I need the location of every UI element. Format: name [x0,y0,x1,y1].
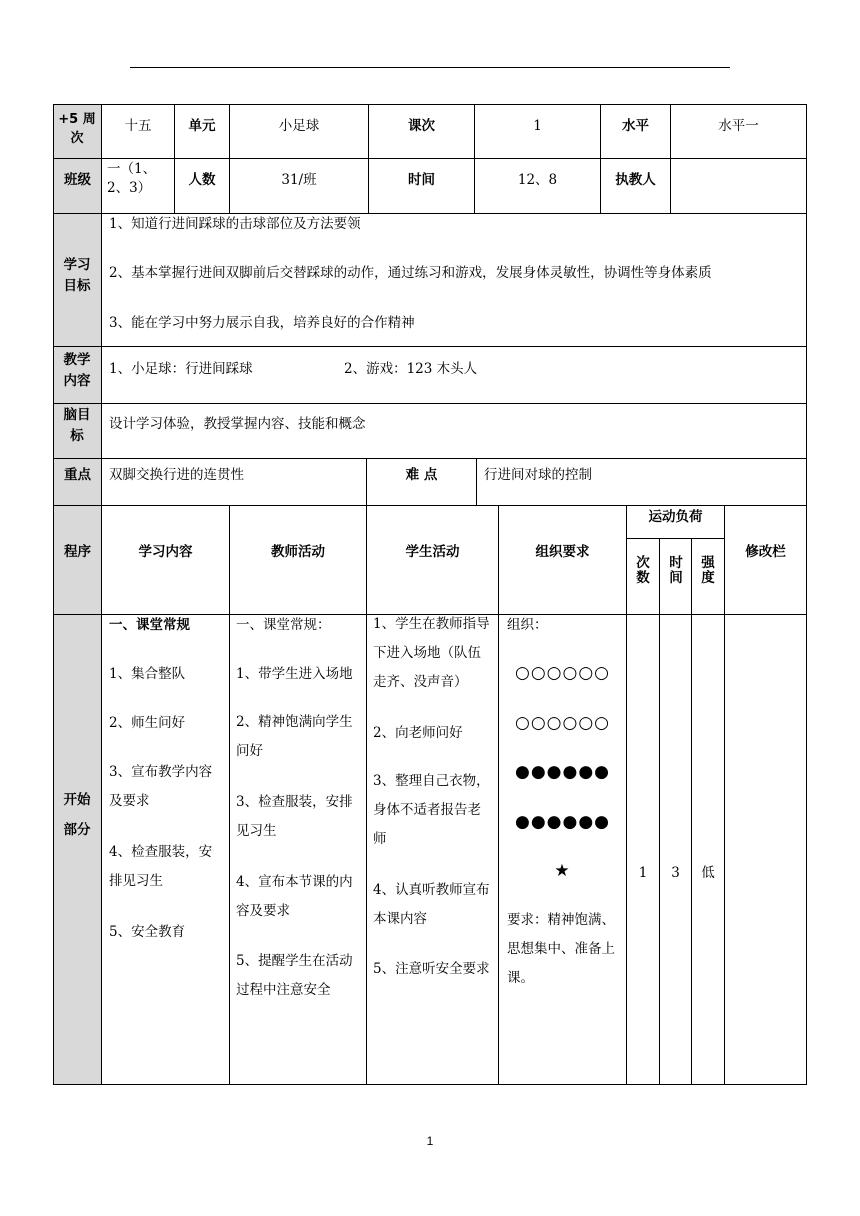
teacher-item-3: 3、检查服装，安排见习生 [236,794,353,839]
formation-row-1: ○○○○○○ [514,663,610,683]
th-learning-content: 学习内容 [138,544,193,560]
count-label: 人数 [188,172,216,188]
th-organization: 组织要求 [535,544,590,560]
th-student-activity: 学生活动 [405,544,460,560]
student-item-4: 5、注意听安全要求 [373,961,490,977]
goal-2: 2、基本掌握行进间双脚前后交替踩球的动作，通过练习和游戏，发展身体灵敏性，协调性等身体素质 [109,265,712,281]
org-label: 组织： [507,617,548,633]
formation-row-3: ●●●●●● [514,762,610,782]
learning-item-5: 5、安全教育 [109,924,186,940]
teacher-item-2: 2、精神饱满向学生问好 [236,714,353,759]
unit-label: 单元 [188,118,216,134]
time-label: 时间 [408,172,435,188]
focus-label: 重点 [64,467,91,483]
student-item-2: 3、整理自己衣物，身体不适者报告老师 [373,773,490,847]
th-count: 次数 [636,555,650,586]
formation-row-2: ○○○○○○ [514,713,610,733]
difficulty-label: 难 点 [405,467,438,483]
brain-label: 脑目标 [63,407,91,444]
th-intensity: 强度 [701,555,715,586]
th-time: 时间 [669,555,683,586]
week-value: 十五 [124,118,152,134]
teacher-label: 执教人 [615,172,656,188]
th-teacher-activity: 教师活动 [271,544,325,560]
count-value: 31/班 [281,172,317,188]
teacher-star-icon: ★ [554,861,571,881]
content-label: 教学内容 [63,352,91,389]
week-label: +5 周次 [58,112,96,146]
student-item-1: 2、向老师问好 [373,725,463,741]
focus-text: 双脚交换行进的连贯性 [109,467,244,483]
load-time: 3 [671,865,680,881]
teacher-item-0: 一、课堂常规： [236,617,331,633]
unit-value: 小足球 [278,118,320,134]
content-item-1: 1、小足球：行进间踩球 [109,361,253,377]
header-rule [130,67,730,68]
teacher-item-1: 1、带学生进入场地 [236,666,353,682]
lesson-label: 课次 [408,118,435,134]
goal-1: 1、知道行进间踩球的击球部位及方法要领 [109,216,361,232]
level-label: 水平 [622,118,649,134]
goals-label: 学习目标 [63,257,91,294]
th-revision: 修改栏 [745,544,786,560]
student-item-0: 1、学生在教师指导下进入场地（队伍走齐、没声音） [373,616,490,690]
brain-text: 设计学习体验，教授掌握内容、技能和概念 [109,416,366,432]
class-label: 班级 [64,172,91,188]
org-requirement: 要求：精神饱满、思想集中、准备上课。 [507,912,615,986]
load-count: 1 [638,865,648,881]
student-item-3: 4、认真听教师宣布本课内容 [373,882,490,927]
teacher-item-4: 4、宣布本节课的内容及要求 [236,874,353,919]
learning-item-0: 一、课堂常规 [109,617,190,633]
learning-item-2: 2、师生问好 [109,715,186,731]
goal-3: 3、能在学习中努力展示自我，培养良好的合作精神 [109,315,415,331]
load-intensity: 低 [701,865,715,881]
lesson-value: 1 [533,118,542,134]
learning-item-1: 1、集合整队 [109,666,186,682]
content-item-2: 2、游戏：123 木头人 [344,361,478,377]
section-label: 开始部分 [63,792,91,838]
formation-row-4: ●●●●●● [514,812,610,832]
time-value: 12、8 [517,172,558,188]
learning-item-3: 3、宣布教学内容及要求 [109,764,213,809]
page-number: 1 [426,1134,434,1148]
th-program: 程序 [64,544,91,560]
learning-item-4: 4、检查服装，安排见习生 [109,844,213,889]
difficulty-text: 行进间对球的控制 [484,467,592,483]
th-load: 运动负荷 [648,509,703,525]
teacher-item-5: 5、提醒学生在活动过程中注意安全 [236,953,353,998]
level-value: 水平一 [718,118,759,134]
label-bg-section [53,614,101,1084]
class-value: 一（1、2、3） [107,161,157,196]
